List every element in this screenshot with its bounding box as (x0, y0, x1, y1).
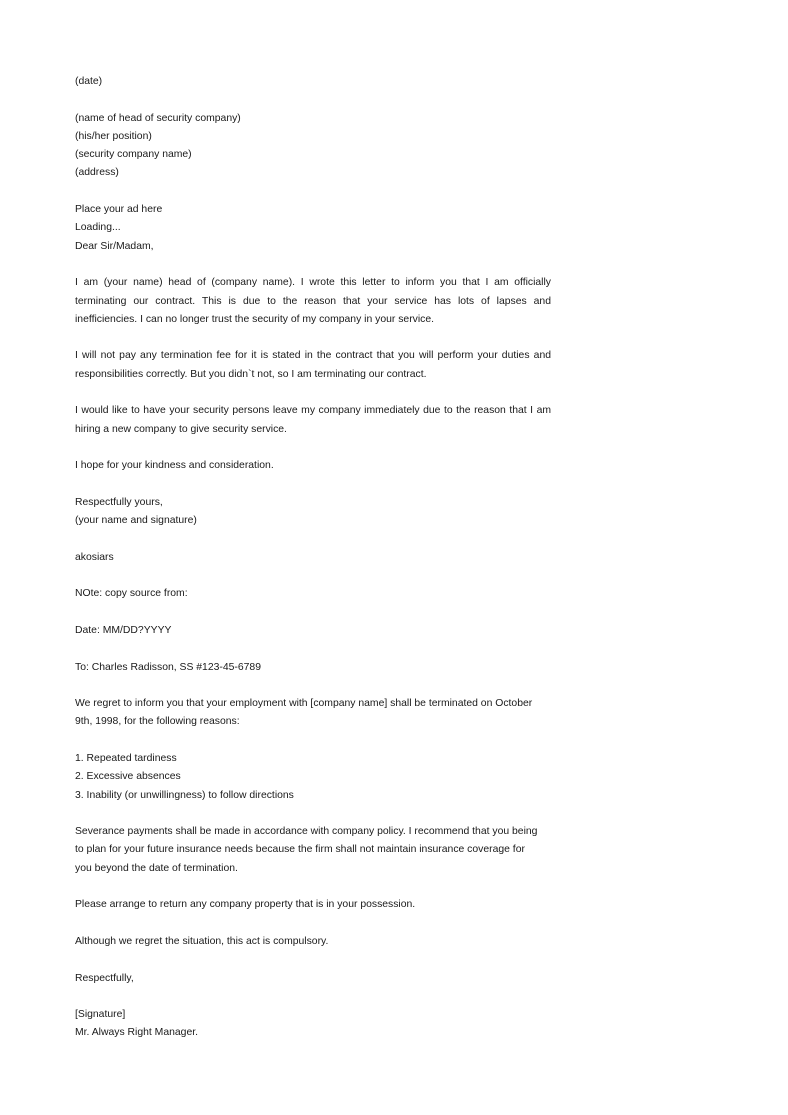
reason-item: 2. Excessive absences (75, 771, 181, 783)
property-return: Please arrange to return any company property that is in your possession. (75, 899, 416, 911)
letter1-closing: Respectfully yours, (75, 496, 163, 508)
recipient-position: (his/her position) (75, 130, 152, 142)
letter1-paragraph-4: I hope for your kindness and consideration. (75, 460, 274, 472)
severance-line-3: you beyond the date of termination. (75, 862, 238, 874)
letter1-signature: (your name and signature) (75, 515, 197, 527)
severance-line-1: Severance payments shall be made in accordance with company policy. I recommend that you being (75, 826, 538, 838)
recipient-address: (address) (75, 167, 119, 179)
letter1-paragraph-2: I will not pay any termination fee for it is stated in the contract that you will perform your duties and responsibilities correctly. But you didn`t not, so I am terminating our contract. (75, 350, 551, 380)
loading-text: Loading... (75, 222, 121, 234)
severance-line-2: to plan for your future insurance needs because the firm shall not maintain insurance coverage for (75, 844, 525, 856)
letter2-signer: Mr. Always Right Manager. (75, 1027, 199, 1039)
source-author: akosiars (75, 551, 114, 563)
recipient-name: (name of head of security company) (75, 112, 241, 124)
letter2-to: To: Charles Radisson, SS #123-45-6789 (75, 661, 261, 673)
letter1-date: (date) (75, 76, 103, 87)
letter1-paragraph-3: I would like to have your security persons leave my company immediately due to the reason that I am hiring a new company to give security service. (75, 405, 551, 435)
letter2-date: Date: MM/DD?YYYY (75, 624, 172, 636)
reason-item: 1. Repeated tardiness (75, 752, 177, 764)
regret-statement: Although we regret the situation, this act is compulsory. (75, 935, 329, 947)
ad-placeholder: Place your ad here (75, 204, 163, 216)
letter2-signature: [Signature] (75, 1009, 126, 1021)
recipient-company: (security company name) (75, 149, 192, 161)
letter2-intro-line-2: 9th, 1998, for the following reasons: (75, 716, 240, 728)
letter1-paragraph-1: I am (your name) head of (company name). I wrote this letter to inform you that I am officially terminating our contract. This is due to the reason that your service has lots of lapses and inefficiencies. I can no longer trust the security of my company in your service. (75, 277, 551, 325)
salutation: Dear Sir/Madam, (75, 240, 154, 252)
reason-item: 3. Inability (or unwillingness) to follow directions (75, 789, 294, 801)
letter2-intro-line-1: We regret to inform you that your employment with [company name] shall be terminated on October (75, 698, 533, 710)
source-note: NOte: copy source from: (75, 588, 188, 600)
letter2-closing: Respectfully, (75, 972, 134, 984)
document-body (75, 73, 551, 1043)
